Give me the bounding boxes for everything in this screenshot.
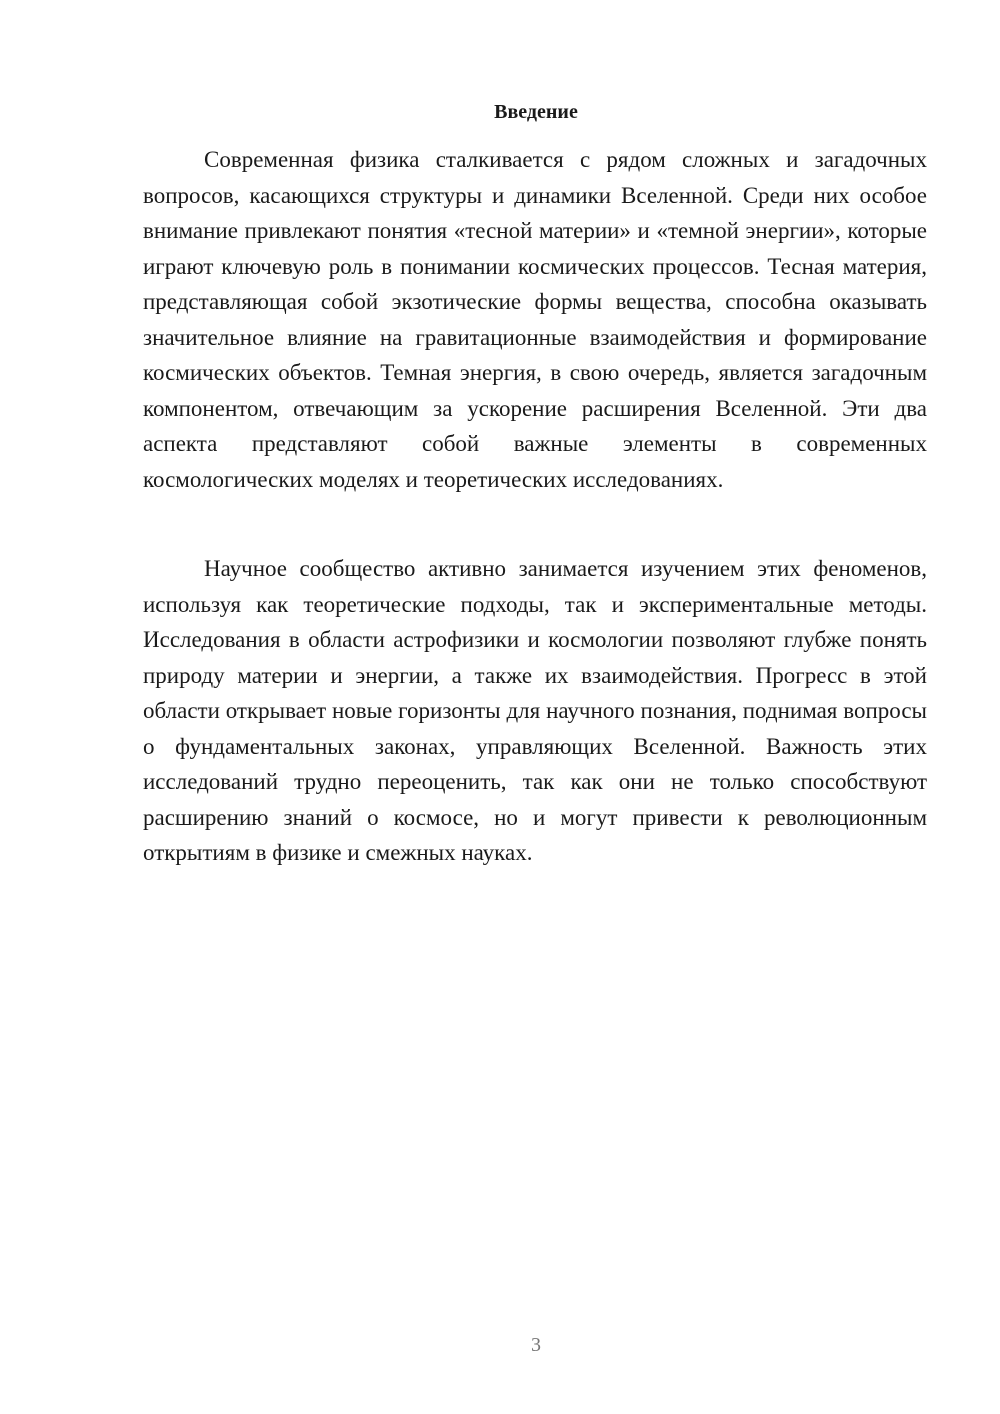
section-title: Введение <box>494 101 578 123</box>
page-number: 3 <box>531 1334 541 1356</box>
body-paragraph: Научное сообщество активно занимается изучением этих феноменов, используя как теоретические подходы, так и экспериментальные методы. Исследования в области астрофизики и космологии позволяют глубже понять природу материи и энергии, а также их взаимодействия. Прогресс в этой области открывает новые горизонты для научного познания, поднимая вопросы о фундаментальных законах, управляющих Вселенной. Важность этих исследований трудно переоценить, так как они не только способствуют расширению знаний о космосе, но и могут привести к революционным открытиям в физике и смежных науках. <box>143 556 927 865</box>
body-paragraph: Современная физика сталкивается с рядом сложных и загадочных вопросов, касающихся структуры и динамики Вселенной. Среди них особое внимание привлекают понятия «тесной материи» и «темной энергии», которые играют ключевую роль в понимании космических процессов. Тесная материя, представляющая собой экзотические формы вещества, способна оказывать значительное влияние на гравитационные взаимодействия и формирование космических объектов. Темная энергия, в свою очередь, является загадочным компонентом, отвечающим за ускорение расширения Вселенной. Эти два аспекта представляют собой важные элементы в современных космологических моделях и теоретических исследованиях. <box>143 147 927 492</box>
